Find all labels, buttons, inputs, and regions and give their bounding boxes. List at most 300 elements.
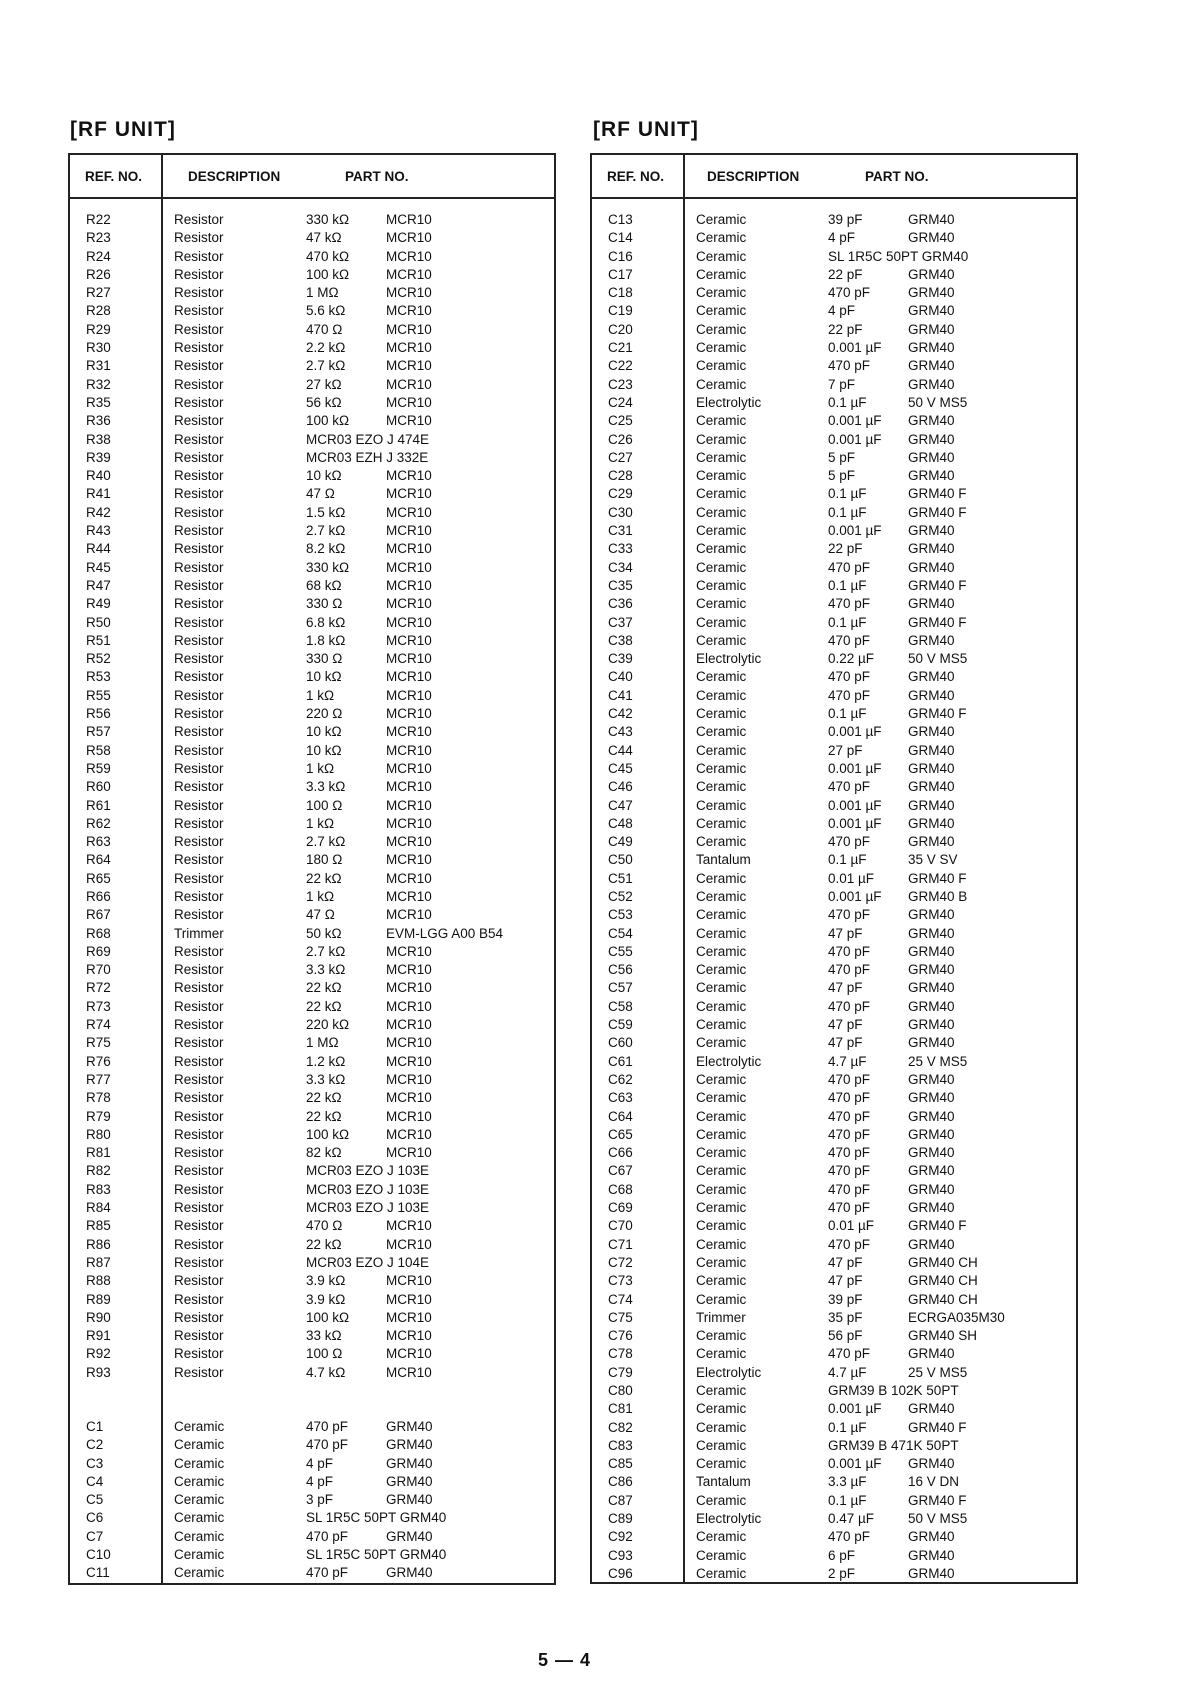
description-cell: Ceramic — [696, 943, 747, 959]
value-cell: 330 Ω — [306, 651, 343, 667]
description-cell: Ceramic — [696, 1401, 747, 1417]
value-cell: GRM39 B 102K 50PT — [828, 1383, 959, 1398]
table-row — [70, 1034, 554, 1052]
ref-no-cell: R22 — [86, 212, 111, 227]
description-cell: Ceramic — [696, 1090, 747, 1106]
ref-no-cell: R93 — [86, 1364, 111, 1380]
part-no-cell: GRM40 CH — [908, 1273, 978, 1289]
part-no-cell: GRM40 CH — [908, 1291, 978, 1307]
table-row — [70, 742, 554, 760]
value-cell: 100 kΩ — [306, 413, 350, 429]
ref-no-cell: C50 — [608, 852, 633, 868]
table-row — [592, 595, 1076, 613]
value-cell: 3 pF — [306, 1492, 334, 1508]
part-no-cell: GRM40 — [908, 413, 955, 429]
table-row — [592, 1364, 1076, 1382]
ref-no-cell: C18 — [608, 285, 633, 301]
ref-no-cell: R69 — [86, 943, 111, 959]
ref-no-cell: C96 — [608, 1565, 633, 1581]
description-cell: Resistor — [174, 394, 224, 410]
value-cell: 22 kΩ — [306, 1108, 342, 1124]
value-cell: 0.001 µF — [828, 724, 882, 740]
part-no-cell: MCR10 — [386, 1017, 432, 1033]
part-no-cell: MCR10 — [386, 486, 432, 502]
description-cell: Trimmer — [696, 1309, 746, 1325]
ref-no-cell: R30 — [86, 340, 111, 356]
value-cell: 2.7 kΩ — [306, 358, 346, 374]
description-cell: Resistor — [174, 1236, 224, 1252]
ref-no-cell: R61 — [86, 797, 111, 813]
description-cell: Resistor — [174, 504, 224, 520]
value-cell: 100 kΩ — [306, 1309, 350, 1325]
value-cell: 470 Ω — [306, 1218, 343, 1234]
table-row — [70, 449, 554, 467]
part-no-cell: GRM40 F — [908, 1492, 967, 1508]
part-no-cell: GRM40 — [908, 980, 955, 996]
ref-no-cell: R41 — [86, 486, 111, 502]
value-cell: 470 pF — [828, 1529, 871, 1545]
ref-no-cell: R40 — [86, 468, 111, 484]
description-cell: Electrolytic — [696, 1053, 762, 1069]
right-parts-table — [590, 153, 1078, 1584]
description-cell: Ceramic — [174, 1455, 225, 1471]
description-cell: Ceramic — [696, 706, 747, 722]
part-no-cell: MCR10 — [386, 614, 432, 630]
description-cell: Resistor — [174, 1090, 224, 1106]
part-no-cell: GRM40 — [908, 1236, 955, 1252]
header-description: DESCRIPTION — [707, 169, 800, 184]
description-cell: Ceramic — [696, 669, 747, 685]
ref-no-cell: R50 — [86, 614, 111, 630]
value-cell: 0.1 µF — [828, 577, 867, 593]
table-row — [70, 778, 554, 796]
part-no-cell: GRM40 F — [908, 1419, 967, 1435]
value-cell: 0.1 µF — [828, 504, 867, 520]
table-row — [592, 687, 1076, 705]
table-row — [592, 302, 1076, 320]
ref-no-cell: C48 — [608, 815, 633, 831]
table-row — [70, 760, 554, 778]
description-cell: Ceramic — [174, 1528, 225, 1544]
table-row — [592, 1327, 1076, 1345]
ref-no-cell: C70 — [608, 1218, 633, 1234]
table-row — [70, 906, 554, 924]
value-cell: 1 MΩ — [306, 1035, 339, 1051]
part-no-cell: MCR10 — [386, 742, 432, 758]
value-cell: 5 pF — [828, 468, 856, 484]
description-cell: Ceramic — [696, 1145, 747, 1161]
table-row — [592, 760, 1076, 778]
description-cell: Ceramic — [696, 1547, 747, 1563]
part-no-cell: 50 V MS5 — [908, 1511, 968, 1527]
table-row — [592, 357, 1076, 375]
table-row — [592, 1455, 1076, 1473]
ref-no-cell: R45 — [86, 559, 111, 575]
part-no-cell: MCR10 — [386, 669, 432, 685]
part-no-cell: GRM40 — [908, 815, 955, 831]
ref-no-cell: C4 — [86, 1473, 104, 1489]
value-cell: 1 MΩ — [306, 285, 339, 301]
table-row — [70, 1455, 554, 1473]
ref-no-cell: R36 — [86, 413, 111, 429]
ref-no-cell: R77 — [86, 1071, 111, 1087]
ref-no-cell: C27 — [608, 449, 633, 465]
part-no-cell: MCR10 — [386, 1145, 432, 1161]
value-cell: 0.01 µF — [828, 870, 875, 886]
table-row — [70, 687, 554, 705]
ref-no-cell: C25 — [608, 413, 633, 429]
table-row — [592, 668, 1076, 686]
table-row — [592, 870, 1076, 888]
value-cell: 2.2 kΩ — [306, 340, 346, 356]
part-no-cell: GRM40 — [908, 962, 955, 978]
part-no-cell: GRM40 — [908, 834, 955, 850]
value-cell: 22 kΩ — [306, 998, 342, 1014]
table-row — [592, 925, 1076, 943]
value-cell: 4.7 kΩ — [306, 1364, 346, 1380]
part-no-cell: MCR10 — [386, 596, 432, 612]
value-cell: 0.01 µF — [828, 1218, 875, 1234]
table-row — [70, 376, 554, 394]
table-row — [70, 925, 554, 943]
table-row — [592, 1199, 1076, 1217]
value-cell: 470 pF — [828, 834, 871, 850]
part-no-cell: GRM40 — [908, 687, 955, 703]
ref-no-cell: R76 — [86, 1053, 111, 1069]
value-cell: MCR03 EZO J 474E — [306, 431, 430, 447]
value-cell: SL 1R5C 50PT GRM40 — [306, 1547, 447, 1563]
ref-no-cell: R39 — [86, 449, 111, 465]
table-row — [70, 1272, 554, 1290]
ref-no-cell: C89 — [608, 1511, 633, 1527]
description-cell: Ceramic — [696, 303, 747, 319]
ref-no-cell: R85 — [86, 1218, 111, 1234]
table-row — [70, 595, 554, 613]
value-cell: 470 pF — [828, 907, 871, 923]
value-cell: 0.001 µF — [828, 523, 882, 539]
description-cell: Ceramic — [696, 413, 747, 429]
table-row — [592, 540, 1076, 558]
ref-no-cell: R66 — [86, 888, 111, 904]
ref-no-cell: R28 — [86, 303, 111, 319]
description-cell: Trimmer — [174, 925, 224, 941]
ref-no-cell: C55 — [608, 943, 633, 959]
value-cell: 3.3 kΩ — [306, 962, 346, 978]
part-no-cell: MCR10 — [386, 1346, 432, 1362]
part-no-cell: MCR10 — [386, 1126, 432, 1142]
ref-no-cell: C62 — [608, 1071, 633, 1087]
description-cell: Ceramic — [696, 797, 747, 813]
part-no-cell: GRM40 F — [908, 504, 967, 520]
table-row — [592, 614, 1076, 632]
ref-no-cell: C21 — [608, 340, 633, 356]
table-row — [70, 229, 554, 247]
value-cell: 100 Ω — [306, 1346, 343, 1362]
value-cell: 470 pF — [306, 1528, 349, 1544]
value-cell: 3.3 kΩ — [306, 1071, 346, 1087]
part-no-cell: MCR10 — [386, 760, 432, 776]
description-cell: Ceramic — [696, 1419, 747, 1435]
description-cell: Resistor — [174, 541, 224, 557]
table-row — [70, 1564, 554, 1582]
ref-no-cell: C59 — [608, 1017, 633, 1033]
description-cell: Resistor — [174, 1254, 224, 1270]
table-row — [592, 1437, 1076, 1455]
table-row — [592, 1016, 1076, 1034]
value-cell: 4 pF — [306, 1473, 334, 1489]
part-no-cell: GRM40 — [908, 596, 955, 612]
table-row — [592, 1162, 1076, 1180]
value-cell: 56 pF — [828, 1328, 863, 1344]
ref-no-cell: R23 — [86, 230, 111, 246]
description-cell: Resistor — [174, 632, 224, 648]
ref-no-cell: C69 — [608, 1200, 633, 1216]
part-no-cell: GRM40 — [908, 559, 955, 575]
value-cell: 10 kΩ — [306, 669, 342, 685]
description-cell: Ceramic — [696, 1126, 747, 1142]
value-cell: 22 kΩ — [306, 1236, 342, 1252]
table-row — [592, 412, 1076, 430]
table-row — [592, 961, 1076, 979]
ref-no-cell: C51 — [608, 870, 633, 886]
table-row — [70, 1162, 554, 1180]
part-no-cell: MCR10 — [386, 230, 432, 246]
description-cell: Resistor — [174, 248, 224, 264]
table-row — [70, 833, 554, 851]
ref-no-cell: C24 — [608, 394, 633, 410]
right-section-title: [RF UNIT] — [593, 118, 699, 141]
description-cell: Resistor — [174, 724, 224, 740]
part-no-cell: GRM40 — [908, 1200, 955, 1216]
ref-no-cell: C68 — [608, 1181, 633, 1197]
ref-no-cell: C41 — [608, 687, 633, 703]
ref-no-cell: R43 — [86, 523, 111, 539]
value-cell: 470 pF — [828, 1200, 871, 1216]
description-cell: Ceramic — [174, 1547, 225, 1563]
value-cell: 470 pF — [828, 559, 871, 575]
ref-no-cell: R52 — [86, 651, 111, 667]
value-cell: 39 pF — [828, 212, 863, 227]
description-cell: Resistor — [174, 980, 224, 996]
description-cell: Ceramic — [696, 1071, 747, 1087]
part-no-cell: GRM40 — [908, 1090, 955, 1106]
table-row — [70, 1546, 554, 1564]
description-cell: Ceramic — [696, 376, 747, 392]
table-row — [592, 632, 1076, 650]
ref-no-cell: C78 — [608, 1346, 633, 1362]
ref-no-cell: C65 — [608, 1126, 633, 1142]
ref-no-cell: C72 — [608, 1254, 633, 1270]
value-cell: 0.001 µF — [828, 815, 882, 831]
ref-no-cell: C10 — [86, 1547, 111, 1563]
ref-no-cell: C63 — [608, 1090, 633, 1106]
description-cell: Resistor — [174, 1126, 224, 1142]
ref-no-cell: R81 — [86, 1145, 111, 1161]
description-cell: Ceramic — [696, 1456, 747, 1472]
ref-no-cell: R74 — [86, 1017, 111, 1033]
part-no-cell: GRM40 — [386, 1437, 433, 1453]
table-row — [70, 1108, 554, 1126]
value-cell: 470 pF — [828, 1236, 871, 1252]
description-cell: Ceramic — [696, 1218, 747, 1234]
description-cell: Ceramic — [696, 212, 747, 227]
table-row — [592, 1400, 1076, 1418]
description-cell: Resistor — [174, 1163, 224, 1179]
ref-no-cell: C73 — [608, 1273, 633, 1289]
ref-no-cell: C46 — [608, 779, 633, 795]
value-cell: 3.3 µF — [828, 1474, 867, 1490]
description-cell: Ceramic — [696, 431, 747, 447]
ref-no-cell: C29 — [608, 486, 633, 502]
description-cell: Resistor — [174, 321, 224, 337]
value-cell: 2.7 kΩ — [306, 834, 346, 850]
part-no-cell: MCR10 — [386, 1218, 432, 1234]
table-row — [592, 1144, 1076, 1162]
part-no-cell: GRM40 — [908, 468, 955, 484]
value-cell: 470 pF — [828, 632, 871, 648]
ref-no-cell: C38 — [608, 632, 633, 648]
description-cell: Resistor — [174, 468, 224, 484]
ref-no-cell: C42 — [608, 706, 633, 722]
table-row — [70, 1491, 554, 1509]
part-no-cell: MCR10 — [386, 1364, 432, 1380]
part-no-cell: MCR10 — [386, 541, 432, 557]
part-no-cell: GRM40 — [908, 1071, 955, 1087]
part-no-cell: MCR10 — [386, 888, 432, 904]
value-cell: MCR03 EZO J 103E — [306, 1181, 430, 1197]
value-cell: 470 pF — [828, 1126, 871, 1142]
value-cell: 6.8 kΩ — [306, 614, 346, 630]
value-cell: 0.001 µF — [828, 413, 882, 429]
value-cell: 470 pF — [828, 1163, 871, 1179]
table-row — [592, 431, 1076, 449]
description-cell: Ceramic — [696, 358, 747, 374]
description-cell: Ceramic — [696, 980, 747, 996]
part-no-cell: MCR10 — [386, 687, 432, 703]
description-cell: Ceramic — [696, 486, 747, 502]
value-cell: 180 Ω — [306, 852, 343, 868]
value-cell: 0.1 µF — [828, 486, 867, 502]
part-no-cell: GRM40 — [908, 1163, 955, 1179]
part-no-cell: MCR10 — [386, 632, 432, 648]
ref-no-cell: R24 — [86, 248, 111, 264]
description-cell: Ceramic — [696, 596, 747, 612]
table-row — [592, 979, 1076, 997]
part-no-cell: GRM40 F — [908, 1218, 967, 1234]
value-cell: 330 kΩ — [306, 212, 350, 227]
part-no-cell: MCR10 — [386, 724, 432, 740]
table-row — [592, 723, 1076, 741]
value-cell: 470 pF — [828, 285, 871, 301]
description-cell: Ceramic — [696, 1035, 747, 1051]
table-row — [592, 1181, 1076, 1199]
table-row — [70, 888, 554, 906]
table-row — [70, 979, 554, 997]
part-no-cell: GRM40 — [908, 303, 955, 319]
ref-no-cell: C75 — [608, 1309, 633, 1325]
part-no-cell: GRM40 — [908, 449, 955, 465]
table-row — [70, 1071, 554, 1089]
part-no-cell: MCR10 — [386, 852, 432, 868]
part-no-cell: GRM40 — [908, 230, 955, 246]
ref-no-cell: R29 — [86, 321, 111, 337]
description-cell: Ceramic — [696, 870, 747, 886]
table-row — [70, 284, 554, 302]
table-body — [592, 211, 1076, 1583]
header-part-no: PART NO. — [865, 169, 929, 184]
value-cell: 470 pF — [828, 779, 871, 795]
value-cell: 2.7 kΩ — [306, 523, 346, 539]
value-cell: 0.001 µF — [828, 888, 882, 904]
part-no-cell: GRM40 — [908, 1547, 955, 1563]
part-no-cell: GRM40 — [386, 1473, 433, 1489]
part-no-cell: MCR10 — [386, 870, 432, 886]
value-cell: 470 pF — [828, 1145, 871, 1161]
table-row — [592, 797, 1076, 815]
description-cell: Resistor — [174, 1017, 224, 1033]
description-cell: Ceramic — [696, 1254, 747, 1270]
table-row — [592, 1419, 1076, 1437]
value-cell: SL 1R5C 50PT GRM40 — [828, 248, 969, 264]
table-row — [592, 1291, 1076, 1309]
table-row — [70, 577, 554, 595]
value-cell: 0.1 µF — [828, 614, 867, 630]
table-row — [592, 394, 1076, 412]
part-no-cell: GRM40 — [908, 998, 955, 1014]
part-no-cell: MCR10 — [386, 376, 432, 392]
ref-no-cell: R90 — [86, 1309, 111, 1325]
table-header — [70, 155, 554, 199]
ref-no-cell: C35 — [608, 577, 633, 593]
description-cell: Ceramic — [696, 1291, 747, 1307]
value-cell: 470 pF — [828, 1090, 871, 1106]
description-cell: Resistor — [174, 1291, 224, 1307]
table-row — [592, 1528, 1076, 1546]
description-cell: Resistor — [174, 303, 224, 319]
part-no-cell: GRM40 — [908, 925, 955, 941]
ref-no-cell: C71 — [608, 1236, 633, 1252]
ref-no-cell: R32 — [86, 376, 111, 392]
description-cell: Ceramic — [696, 742, 747, 758]
part-no-cell: GRM40 — [908, 742, 955, 758]
table-row — [592, 1345, 1076, 1363]
value-cell: 0.1 µF — [828, 706, 867, 722]
part-no-cell: GRM40 — [908, 1145, 955, 1161]
page-number: 5 — 4 — [538, 1650, 592, 1670]
ref-no-cell: C93 — [608, 1547, 633, 1563]
ref-no-cell: R58 — [86, 742, 111, 758]
part-no-cell: MCR10 — [386, 834, 432, 850]
part-no-cell: GRM40 — [908, 779, 955, 795]
table-row — [70, 1016, 554, 1034]
part-no-cell: GRM40 SH — [908, 1328, 978, 1344]
ref-no-cell: C67 — [608, 1163, 633, 1179]
part-no-cell: 50 V MS5 — [908, 394, 968, 410]
part-no-cell: GRM40 — [908, 266, 955, 282]
part-no-cell: GRM40 F — [908, 706, 967, 722]
ref-no-cell: R42 — [86, 504, 111, 520]
part-no-cell: GRM40 — [386, 1565, 433, 1581]
table-row — [592, 1108, 1076, 1126]
ref-no-cell: R38 — [86, 431, 111, 447]
description-cell: Ceramic — [696, 925, 747, 941]
table-row — [70, 540, 554, 558]
value-cell: 47 kΩ — [306, 230, 342, 246]
table-row — [70, 1436, 554, 1454]
part-no-cell: GRM40 — [908, 1017, 955, 1033]
value-cell: 10 kΩ — [306, 468, 342, 484]
value-cell: 1.2 kΩ — [306, 1053, 346, 1069]
